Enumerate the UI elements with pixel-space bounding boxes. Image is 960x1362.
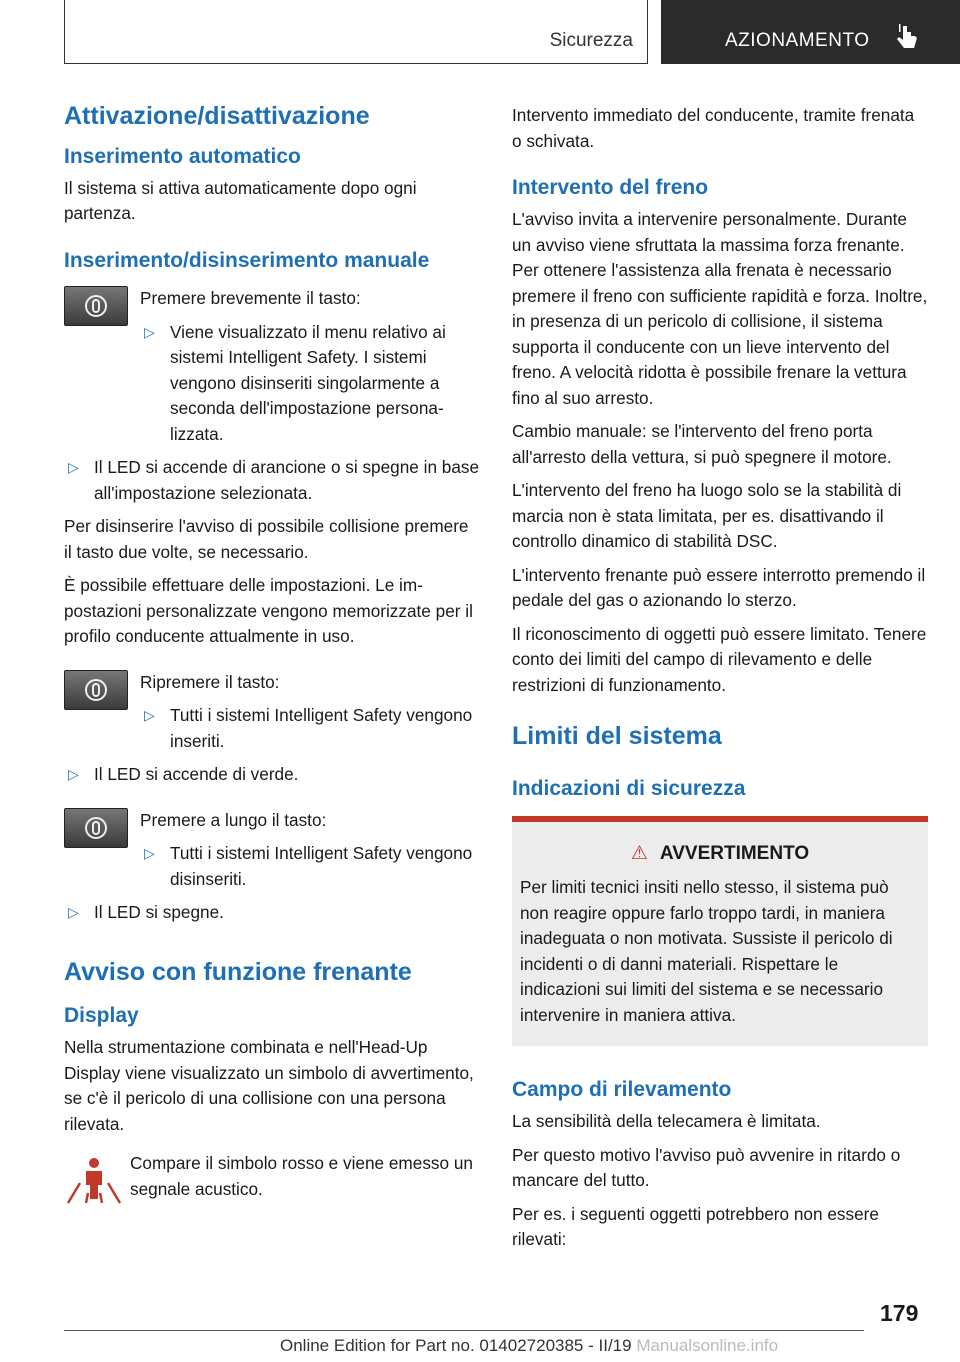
text-display: Nella strumentazione combinata e nell'Head-Up Display viene visualizzato un simbolo di avvertimento, se c'è il pericolo di una collisione con una persona rilevata. xyxy=(64,1037,474,1134)
bullet-triangle-icon: ▷ xyxy=(68,904,79,921)
left-column xyxy=(64,100,480,1210)
led-3-text: Il LED si spegne. xyxy=(94,902,224,923)
edition-text: Online Edition for Part no. 01402720385 - II/19 xyxy=(280,1336,632,1355)
text-brake: L'avviso invita a intervenire personalmente. Durante un avviso viene sfruttata la massima forza frenante. Per ottenere l'assistenza alla frenata è necessario premere il freno con sufficiente rapidità e forza. Inoltre, in presenza di un pericolo di collisione, il sistema supporta il conducente con un lieve intervento del freno. A velocità ridotta è possibile frenare la vettura fino al suo arresto. xyxy=(512,209,928,408)
step-press-again xyxy=(64,670,480,755)
bullet-led-2 xyxy=(64,762,480,788)
text-interrupt: L'intervento frenante può essere interrotto premendo il pedale del gas o azionando lo sterzo. xyxy=(512,564,926,611)
text-settings: È possibile effettuare delle impostazioni. Le impostazioni personalizzate vengono memorizzate per il profilo conducente attualmente in uso. xyxy=(64,575,473,647)
footer-text xyxy=(280,1336,778,1356)
step-short-press xyxy=(64,286,480,447)
text-recognition: Il riconoscimento di oggetti può essere limitato. Tenere conto dei limiti del campo di rilevamento e delle restrizioni di funzionamento. xyxy=(512,623,927,695)
safety-button-icon xyxy=(64,808,128,848)
header-chapter-title: AZIONAMENTO xyxy=(725,30,870,51)
text-delay: Per questo motivo l'avviso può avvenire in ritardo o mancare del tutto. xyxy=(512,1144,901,1191)
right-column xyxy=(512,103,928,1261)
warning-box xyxy=(512,816,928,1046)
page-number: 179 xyxy=(880,1300,919,1326)
bullet-triangle-icon: ▷ xyxy=(68,459,79,476)
text-disable: Per disinserire l'avviso di possibile collisione premere il tasto due volte, se necessario. xyxy=(64,516,469,562)
footer-rule xyxy=(64,1330,864,1331)
heading-display: Display xyxy=(64,1004,139,1028)
safety-button-icon xyxy=(64,670,128,710)
heading-brake-intervention: Intervento del freno xyxy=(512,176,709,199)
step3-bullet-text: Tutti i sistemi Intelligent Safety vengono disinseriti. xyxy=(170,843,473,889)
bullet-led-1 xyxy=(64,455,480,506)
hand-icon xyxy=(893,22,923,54)
step-long-press xyxy=(64,808,480,893)
bullet-led-3 xyxy=(64,900,480,926)
bullet-triangle-icon: ▷ xyxy=(144,323,155,340)
safety-button-icon xyxy=(64,286,128,326)
heading-manual: Inserimento/disinserimento manuale xyxy=(64,248,430,272)
text-symbol: Compare il simbolo rosso e viene emesso un segnale acustico. xyxy=(130,1153,473,1199)
symbol-row xyxy=(64,1151,480,1202)
warning-title-row xyxy=(520,842,920,865)
bullet-step3 xyxy=(140,841,480,892)
text-camera: La sensibilità della telecamera è limitata. xyxy=(512,1111,821,1132)
bullet-triangle-icon: ▷ xyxy=(68,766,79,783)
text-intervention: Intervento immediato del conducente, tramite frenata o schivata. xyxy=(512,105,915,151)
heading-auto: Inserimento automatico xyxy=(64,144,301,168)
step2-text: Ripremere il tasto: xyxy=(140,671,280,692)
heading-system-limits: Limiti del sistema xyxy=(512,722,722,751)
heading-detection-range: Campo di rilevamento xyxy=(512,1078,732,1102)
bullet-triangle-icon: ▷ xyxy=(144,845,155,862)
step1-bullet-text: Viene visualizzato il menu relativo ai sistemi Intelligent Safety. I sistemi vengono disinseriti singolarmente a seconda dell'impostazione personalizzata. xyxy=(170,321,446,444)
text-auto: Il sistema si attiva automaticamente dopo ogni partenza. xyxy=(64,177,417,224)
header-chapter-box xyxy=(661,0,960,64)
warning-text: Per limiti tecnici insiti nello stesso, il sistema può non reagire oppure farlo troppo tardi, in maniera inadeguata o non motivata. Sussiste il pericolo di incidenti o di danni materiali. Rispettare le indicazioni sui limiti del sistema e se necessario intervenire in maniera attiva. xyxy=(520,877,893,1025)
heading-safety-notes: Indicazioni di sicurezza xyxy=(512,776,746,800)
heading-brake-warning: Avviso con funzione frenante xyxy=(64,957,412,986)
bullet-step1 xyxy=(140,320,480,448)
step2-bullet-text: Tutti i sistemi Intelligent Safety vengono inseriti. xyxy=(170,705,473,751)
bullet-step2 xyxy=(140,703,480,754)
header-section-box xyxy=(64,0,648,64)
text-objects: Per es. i seguenti oggetti potrebbero non essere rilevati: xyxy=(512,1203,879,1250)
text-manual-gearbox: Cambio manuale: se l'intervento del freno porta all'arresto della vettura, si può spegnere il motore. xyxy=(512,421,892,467)
led-1-text: Il LED si accende di arancione o si spegne in base all'impostazione selezionata. xyxy=(94,457,480,503)
bullet-triangle-icon: ▷ xyxy=(144,707,155,724)
warning-triangle-icon: ⚠ xyxy=(630,843,648,865)
step3-text: Premere a lungo il tasto: xyxy=(140,809,327,830)
warning-title: AVVERTIMENTO xyxy=(659,843,810,865)
pedestrian-warning-icon xyxy=(66,1157,122,1207)
step1-text: Premere brevemente il tasto: xyxy=(140,288,361,309)
heading-activation: Attivazione/disattivazione xyxy=(64,102,370,130)
header-section-title: Sicurezza xyxy=(549,30,633,51)
watermark: Manualsonline.info xyxy=(636,1336,779,1355)
text-stability: L'intervento del freno ha luogo solo se la stabilità di marcia non è stata limitata, per es. disattivando il controllo dinamico di stabilità DSC. xyxy=(512,480,902,552)
led-2-text: Il LED si accende di verde. xyxy=(94,764,299,785)
